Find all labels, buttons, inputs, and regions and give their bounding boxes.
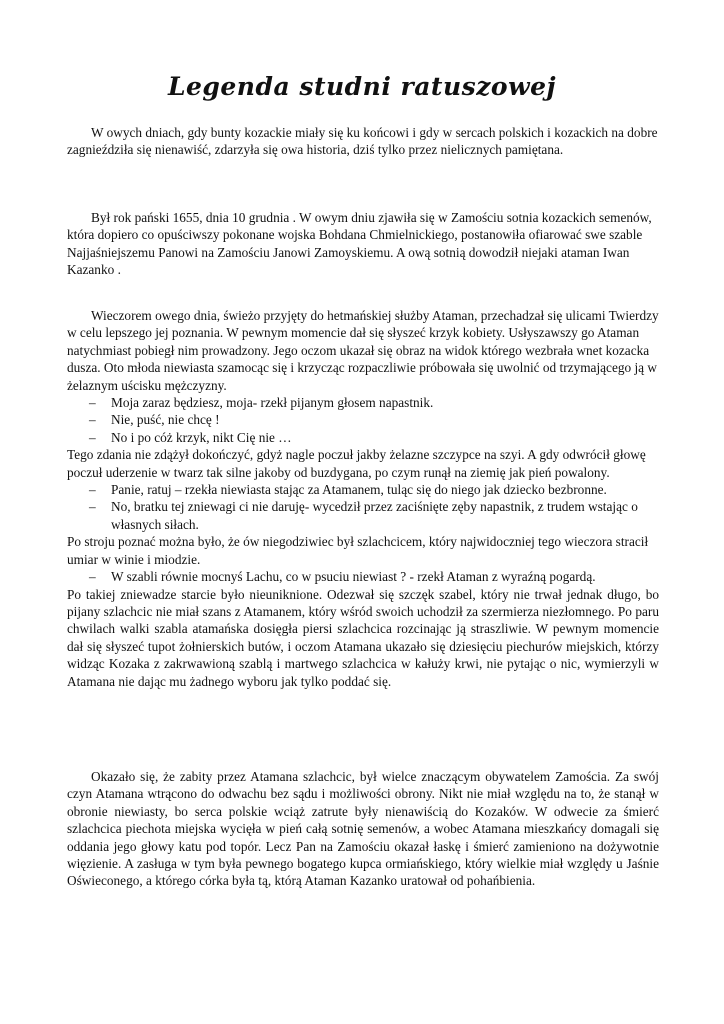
- dialogue-line: [67, 568, 659, 585]
- dialogue-line: [67, 498, 659, 533]
- paragraph-aftermath: [67, 768, 659, 890]
- dash-marker: –: [89, 429, 96, 445]
- dialogue-text: Moja zaraz będziesz, moja- rzekł pijanym głosem napastnik.: [111, 395, 434, 411]
- paragraph-2-text: Był rok pański 1655, dnia 10 grudnia . W owym dniu zjawiła się w Zamościu sotnia kozackich semenów, która dopiero co opuściwszy pokonane wojska Bohdana Chmielnickiego, postanowiła ofiarować swe szable Najjaśniejszemu Panowi na Zamościu Janowi Zamoyskiemu. A ową sotnią dowodził niejaki ataman Iwan Kazanko .: [67, 210, 652, 278]
- dialogue-line: [67, 429, 659, 446]
- paragraph-1-text: W owych dniach, gdy bunty kozackie miały się ku końcowi i gdy w sercach polskich i kozackich na dobre zagnieździła się nienawiść, zdarzyła się owa historia, dziś tylko przez nielicznych pamiętana.: [67, 125, 658, 158]
- narration-text: Tego zdania nie zdążył dokończyć, gdyż nagle poczuł jakby żelazne szczypce na szyi. A gdy odwrócił głowę poczuł uderzenie w twarz tak silne jakoby od buzdygana, po czym runął na ziemię jak pień powalony.: [67, 447, 646, 480]
- document-title: Legenda studni ratuszowej: [167, 72, 557, 101]
- dialogue-line: [67, 411, 659, 428]
- section-3-intro: Wieczorem owego dnia, świeżo przyjęty do hetmańskiej służby Ataman, przechadzał się ulicami Twierdzy w celu lepszego jej poznania. W pewnym momencie dał się słyszeć krzyk kobiety. Usłyszawszy go Ataman natychmiast pobiegł nim prowadzony. Jego oczom ukazał się obraz na widok którego wezbrała wnet kozacka dusza. Oto młoda niewiasta szamocąc się i krzycząc rozpaczliwie próbowała się uwolnić od trzymającego ją w żelaznym uścisku mężczyzny.: [67, 308, 659, 393]
- dash-marker: –: [89, 395, 96, 411]
- paragraph-intro: [67, 124, 659, 159]
- dialogue-text: No i po cóż krzyk, nikt Cię nie …: [111, 429, 292, 445]
- dialogue-text: Nie, puść, nie chcę !: [111, 412, 220, 428]
- narration-text: Po stroju poznać można było, że ów niegodziwiec był szlachcicem, który najwidoczniej tego wieczora stracił umiar w winie i miodzie.: [67, 534, 649, 567]
- dialogue-line: [67, 394, 659, 411]
- dialogue-text: Panie, ratuj – rzekła niewiasta stając za Atamanem, tuląc się do niego jak dziecko bezbronne.: [111, 482, 607, 498]
- paragraph-4-text: Okazało się, że zabity przez Atamana szlachcic, był wielce znaczącym obywatelem Zamościa. Za swój czyn Atamana wtrącono do odwachu bez sądu i możliwości obrony. Nikt nie miał względu na to, że stanął w obronie niewiasty, bo serca polskie wciąż zatrute były nienawiścią do Kozaków. W odwecie za śmierć szlachcica piechota miejska wycięła w pień całą sotnię semenów, a wobec Atamana mieszkańcy domagali się oddania jego głowy katu pod topór. Lecz Pan na Zamościu okazał łaskę i śmierć zamieniono na dożywotnie więzienie. A zasługa w tym była pewnego bogatego kupca ormiańskiego, który wielkie miał względy u Jaśnie Oświeconego, a którego córka była tą, którą Ataman Kazanko uratował od pohańbienia.: [67, 769, 659, 889]
- dialogue-text: No, bratku tej zniewagi ci nie daruję- wycedził przez zaciśnięte zęby napastnik, z trudem wstając o własnych siłach.: [111, 499, 638, 532]
- dash-marker: –: [89, 569, 96, 585]
- dash-marker: –: [89, 412, 96, 428]
- dialogue-text: W szabli równie mocnyś Lachu, co w psuciu niewiast ? - rzekł Ataman z wyraźną pogardą.: [111, 569, 596, 585]
- dash-marker: –: [89, 482, 96, 498]
- paragraph-arrival: [67, 209, 659, 279]
- narration-text: Po takiej zniewadze starcie było nieuniknione. Odezwał się szczęk szabel, który nie trwał jednak długo, bo pijany szlachcic nie miał szans z Atamanem, który wśród swoich uchodził za szermierza niezłomnego. Po paru chwilach walki szabla atamańska dosięgła piersi szlachcica rozcinając ją straszliwie. W pewnym momencie dał się słyszeć tupot żołnierskich butów, i oczom Atamana ukazało się dziesięciu piechurów miejskich, którzy widząc Kozaka z zakrwawioną szablą i martwego szlachcica w kałuży krwi, nie pytając o nic, wymierzyli w Atamana nie dając mu żadnego wyboru jak tylko poddać się.: [67, 586, 659, 689]
- dialogue-line: [67, 481, 659, 498]
- dash-marker: –: [89, 499, 96, 515]
- section-encounter: [67, 307, 659, 690]
